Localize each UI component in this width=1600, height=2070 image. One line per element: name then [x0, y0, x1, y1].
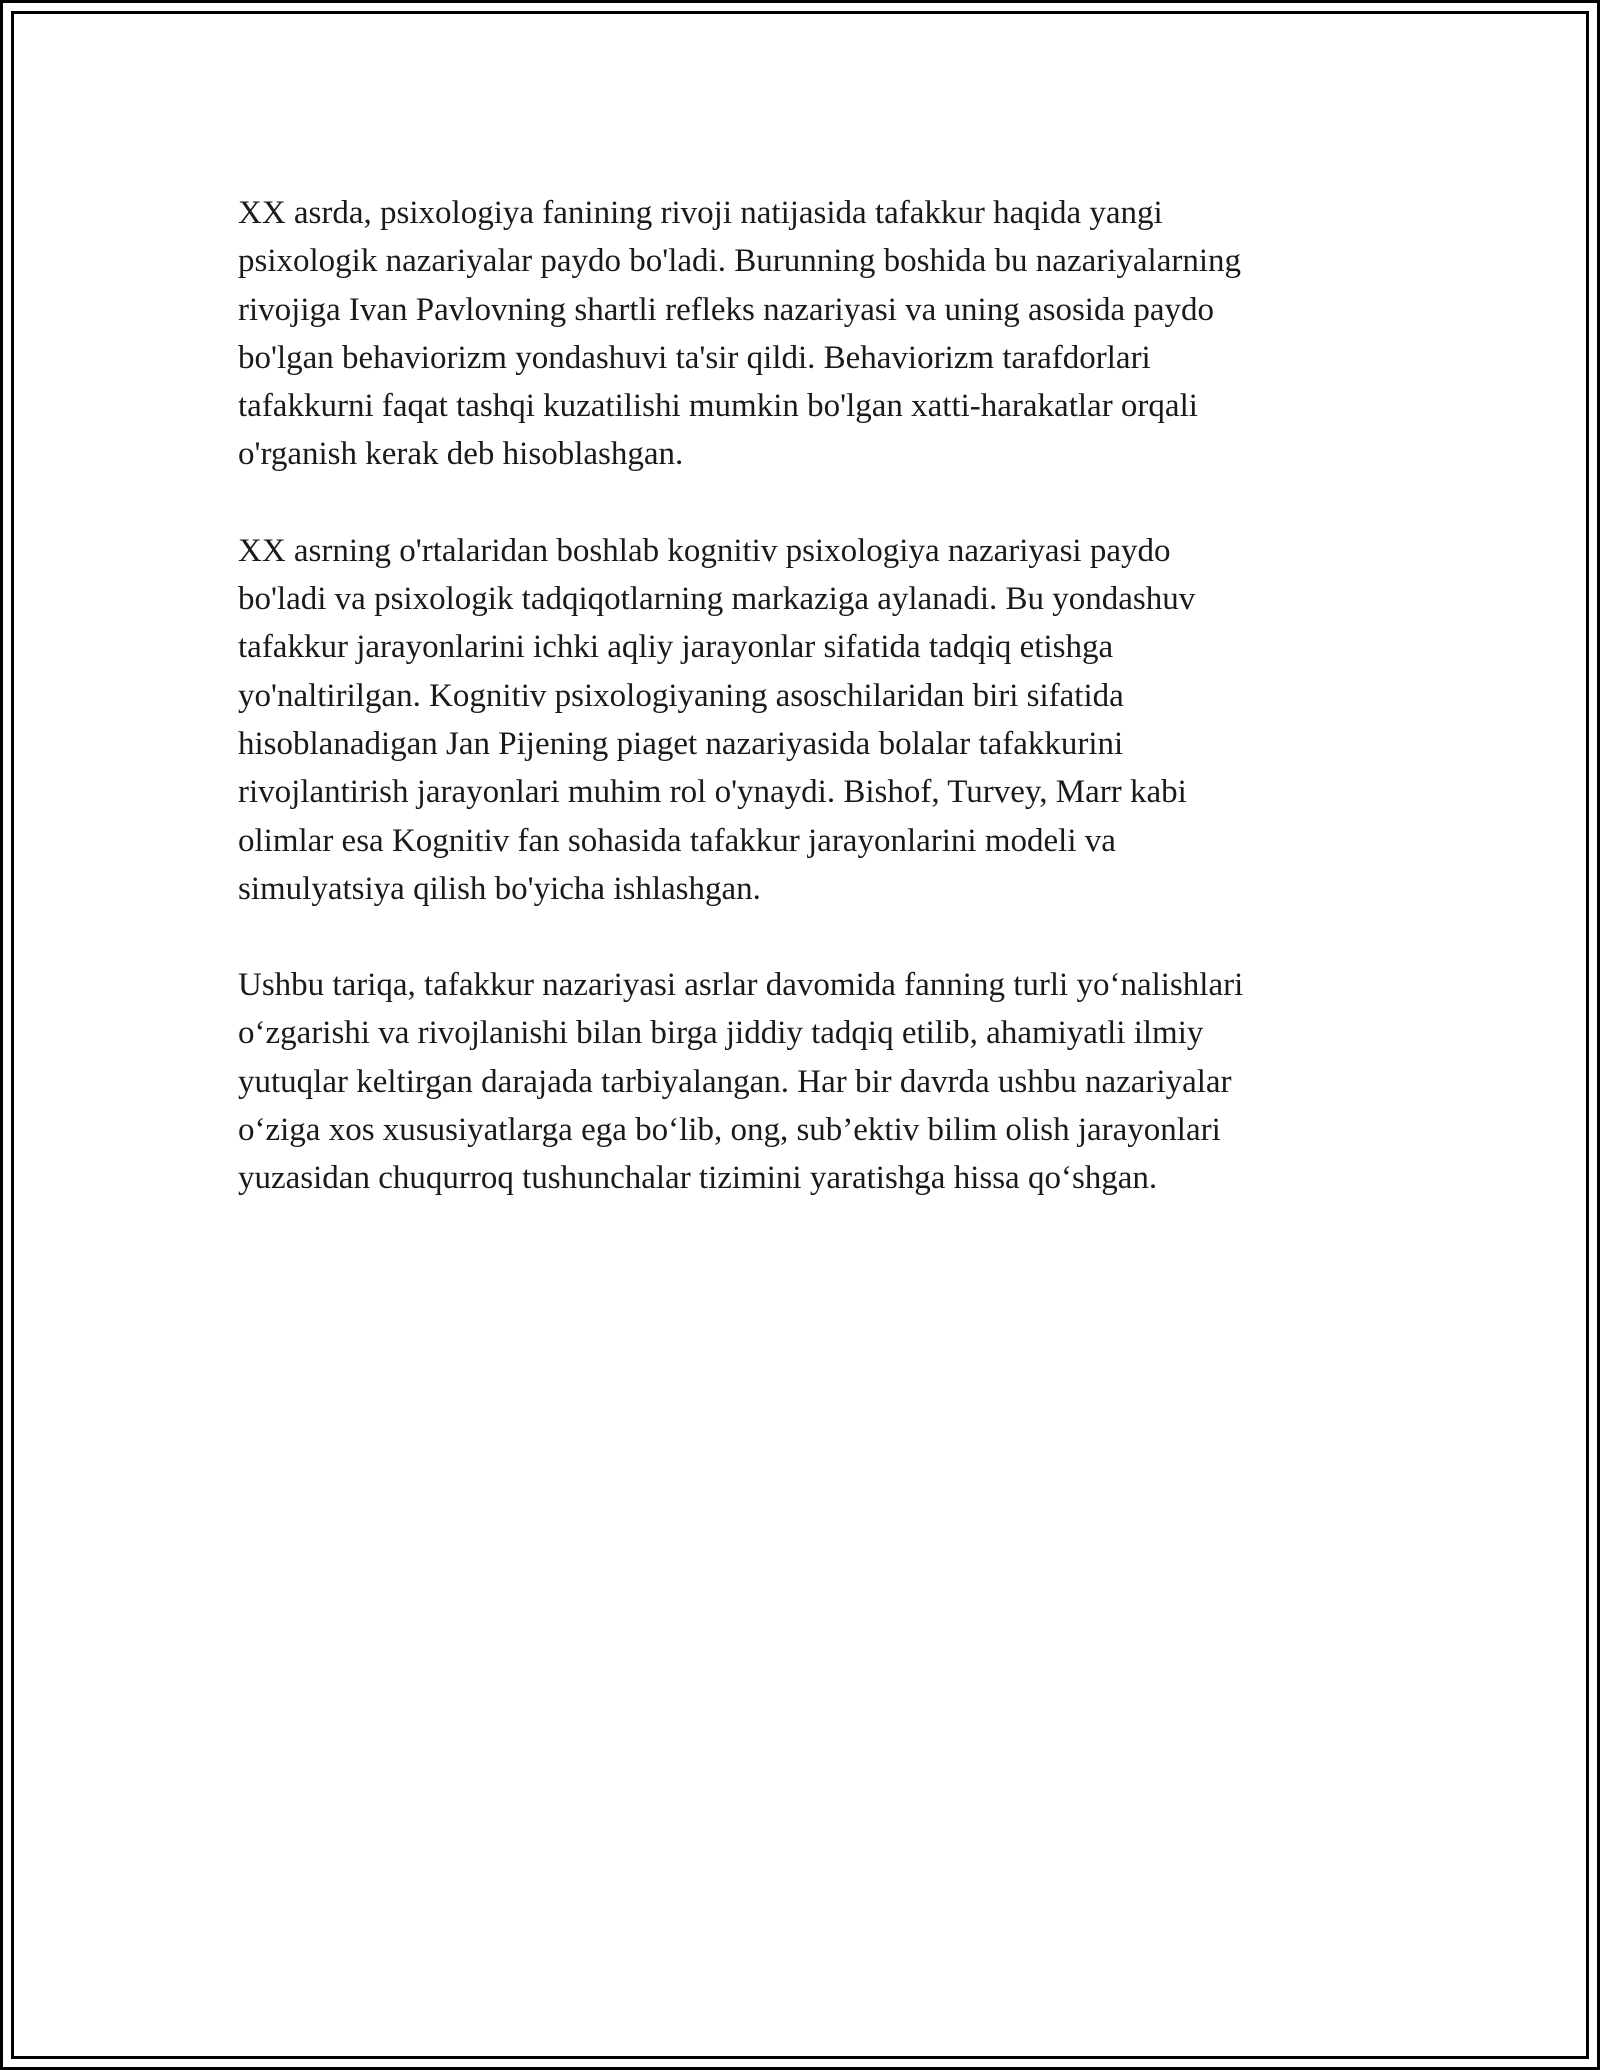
paragraph-3: Ushbu tariqa, tafakkur nazariyasi asrlar davomida fanning turli yo‘nalishlari o‘zgarishi va rivojlanishi bilan birga jiddiy tadqiq etilib, ahamiyatli ilmiy yutuqlar keltirgan darajada tarbiyalangan. Har bir davrda ushbu nazariyalar o‘ziga xos xususiyatlarga ega bo‘lib, ong, sub’ektiv bilim olish jarayonlari yuzasidan chuqurroq tushunchalar tizimini yaratishga hissa qo‘shgan.	[238, 967, 1244, 1197]
document-body	[238, 189, 1373, 1251]
paragraph-1: XX asrda, psixologiya fanining rivoji natijasida tafakkur haqida yangi psixologik nazariyalar paydo bo'ladi. Burunning boshida bu nazariyalarning rivojiga Ivan Pavlovning shartli refleks nazariyasi va uning asosida paydo bo'lgan behaviorizm yondashuvi ta'sir qildi. Behaviorizm tarafdorlari tafakkurni faqat tashqi kuzatilishi mumkin bo'lgan xatti-harakatlar orqali o'rganish kerak deb hisoblashgan.	[238, 195, 1242, 473]
paragraph-2: XX asrning o'rtalaridan boshlab kognitiv psixologiya nazariyasi paydo bo'ladi va psixologik tadqiqotlarning markaziga aylanadi. Bu yondashuv tafakkur jarayonlarini ichki aqliy jarayonlar sifatida tadqiq etishga yo'naltirilgan. Kognitiv psixologiyaning asoschilaridan biri sifatida hisoblanadigan Jan Pijening piaget nazariyasida bolalar tafakkurini rivojlantirish jarayonlari muhim rol o'ynaydi. Bishof, Turvey, Marr kabi olimlar esa Kognitiv fan sohasida tafakkur jarayonlarini modeli va simulyatsiya qilish bo'yicha ishlashgan.	[238, 532, 1196, 907]
